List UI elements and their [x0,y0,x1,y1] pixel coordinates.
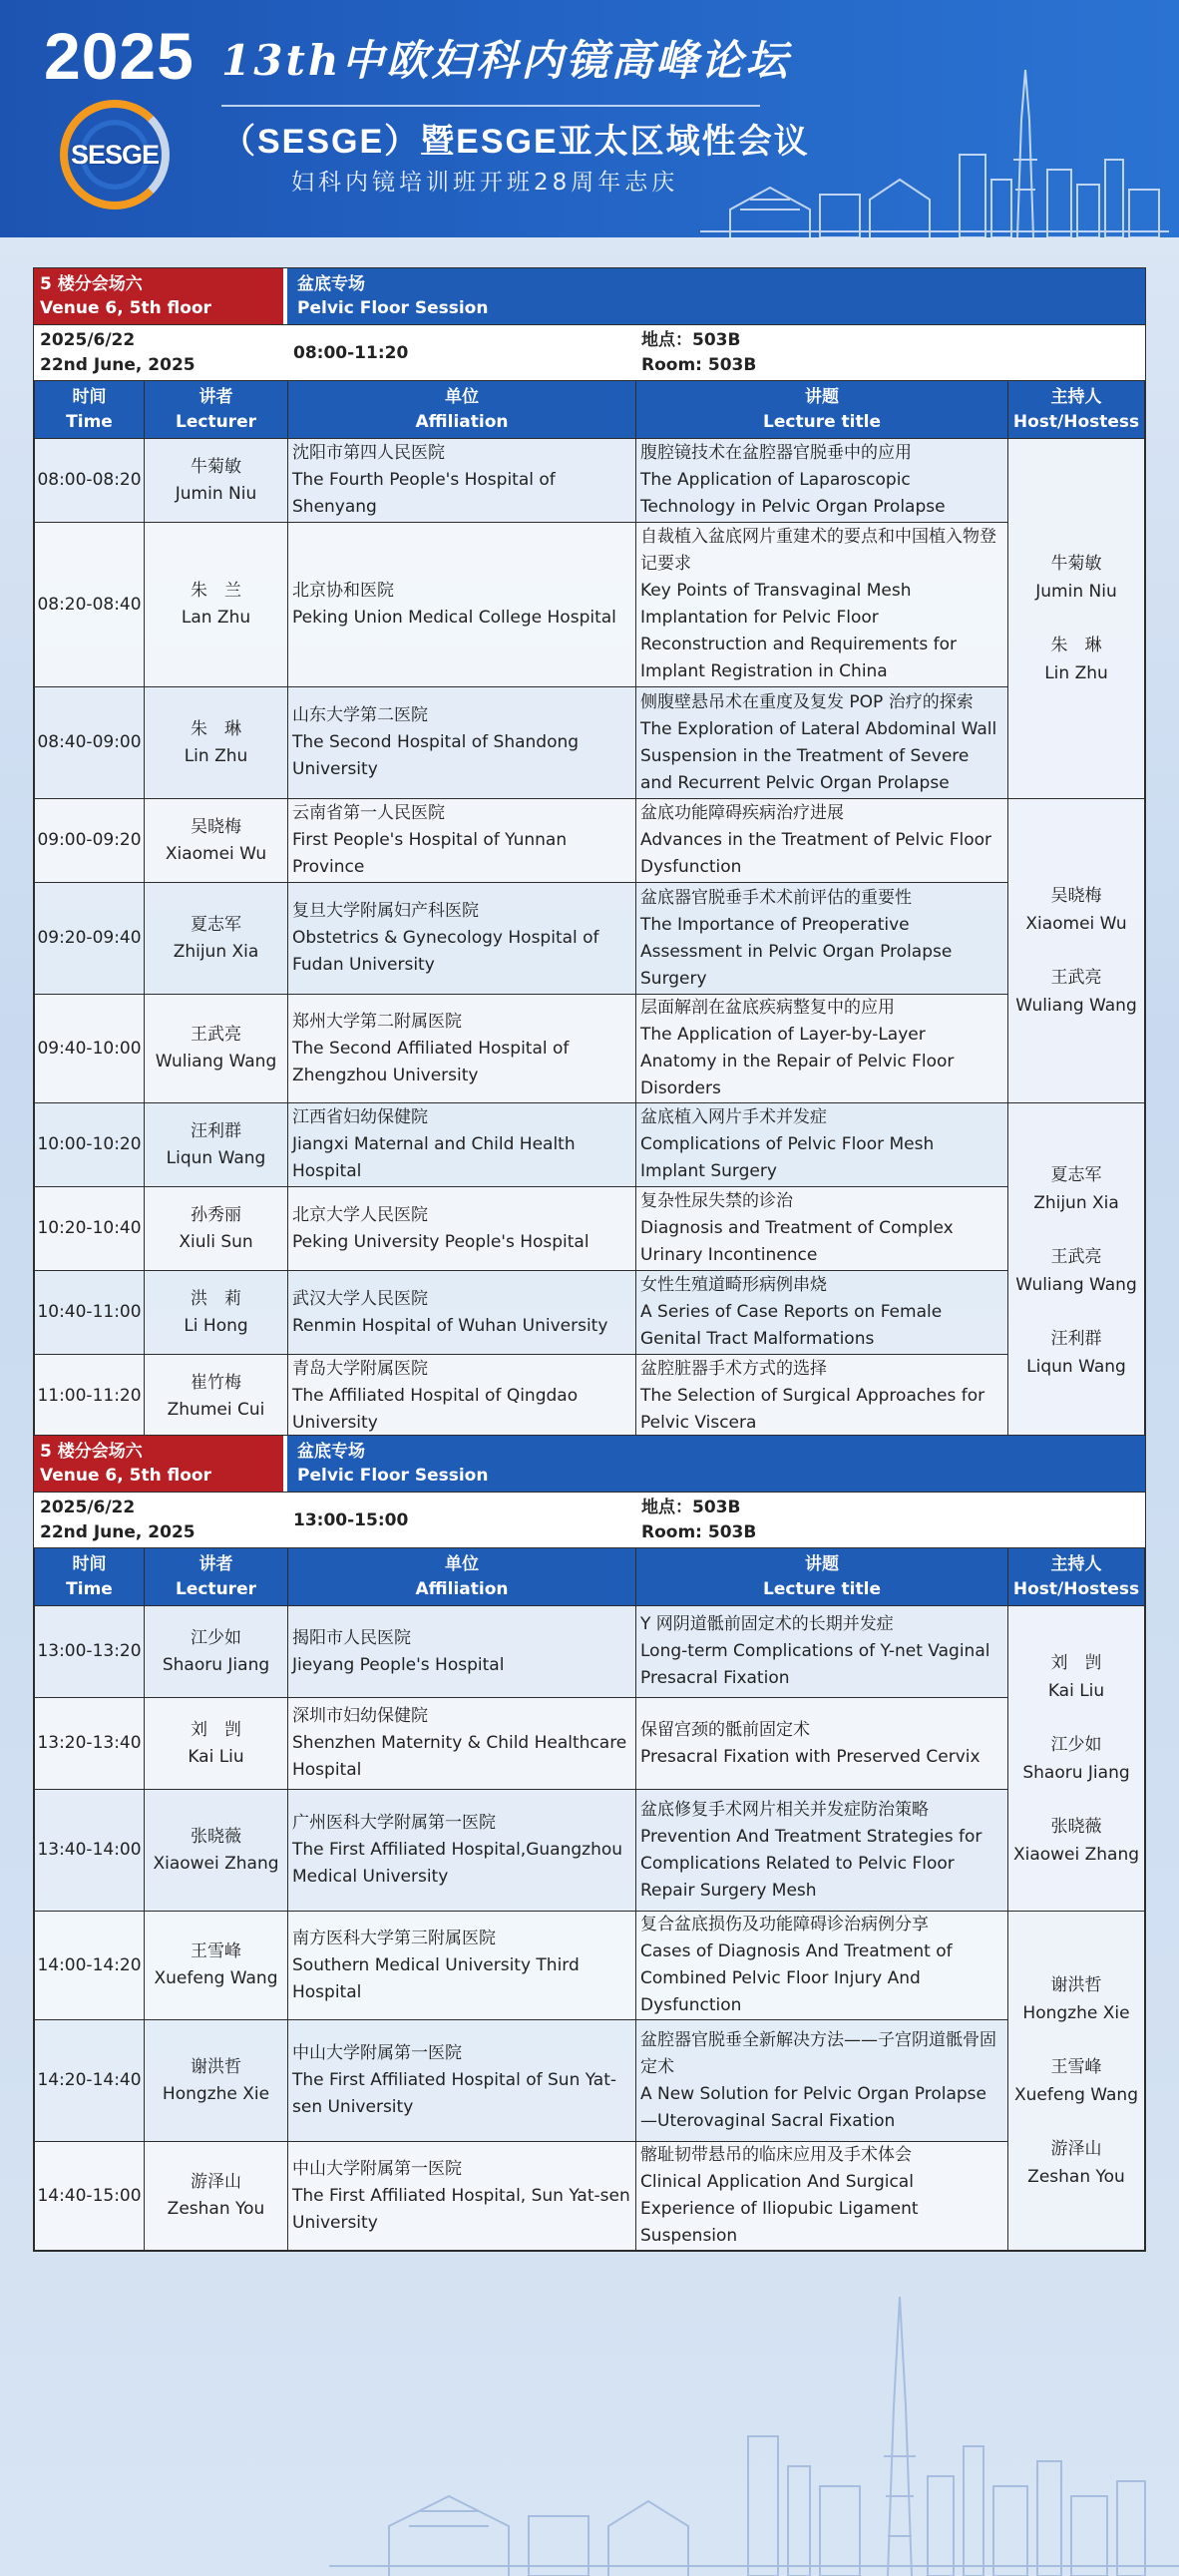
room-cn: 地点：503B [641,330,741,350]
schedule-table [34,380,1145,1439]
row-title: 侧腹壁悬吊术在重度及复发 POP 治疗的探索 The Exploration of Lateral Abdominal Wall Suspension in the Treatment of Severe and Recurrent Pelvic Organ Prolapse [636,687,1008,799]
row-time: 10:00-10:20 [35,1103,145,1187]
topic-en: Pelvic Floor Session [297,298,489,318]
venue-en: Venue 6, 5th floor [40,298,211,318]
row-lecturer: 游泽山 Zeshan You [145,2142,288,2251]
row-affiliation: 北京大学人民医院 Peking University People's Hospital [288,1187,636,1271]
row-affiliation: 广州医科大学附属第一医院 The First Affiliated Hospital,Guangzhou Medical University [288,1790,636,1912]
row-lecturer: 汪利群 Liqun Wang [145,1103,288,1187]
table-header-row [35,381,1145,439]
col-host: 主持人 Host/Hostess [1008,1548,1145,1606]
table-row [35,439,1145,523]
conference-subtitle: （SESGE）暨ESGE亚太区域性会议 [221,123,810,161]
table-row [35,995,1145,1103]
row-affiliation: 复旦大学附属妇产科医院 Obstetrics & Gynecology Hospital of Fudan University [288,883,636,995]
table-row [35,1698,1145,1790]
row-affiliation: 揭阳市人民医院 Jieyang People's Hospital [288,1606,636,1698]
row-affiliation: 深圳市妇幼保健院 Shenzhen Maternity & Child Healthcare Hospital [288,1698,636,1790]
table-row [35,1790,1145,1912]
venue-label [34,268,287,324]
row-time: 14:00-14:20 [35,1912,145,2020]
row-title: 盆腔脏器手术方式的选择 The Selection of Surgical Approaches for Pelvic Viscera [636,1355,1008,1439]
row-time: 13:00-13:20 [35,1606,145,1698]
row-affiliation: 江西省妇幼保健院 Jiangxi Maternal and Child Health Hospital [288,1103,636,1187]
row-lecturer: 谢洪哲 Hongzhe Xie [145,2020,288,2142]
session-header [34,1436,1145,1492]
session-morning [33,267,1146,1440]
date-numeric: 2025/6/22 [40,1498,136,1517]
row-title: 盆底修复手术网片相关并发症防治策略 Prevention And Treatment Strategies for Complications Related to Pelvic Floor Repair Surgery Mesh [636,1790,1008,1912]
city-skyline-footer-illustration [329,2287,1179,2576]
row-time: 09:20-09:40 [35,883,145,995]
session-room [635,325,1145,380]
row-time: 13:20-13:40 [35,1698,145,1790]
row-lecturer: 江少如 Shaoru Jiang [145,1606,288,1698]
topic-en: Pelvic Floor Session [297,1466,489,1486]
col-time: 时间 Time [35,1548,145,1606]
row-lecturer: 张晓薇 Xiaowei Zhang [145,1790,288,1912]
session-room [635,1493,1145,1547]
col-title: 讲题 Lecture title [636,1548,1008,1606]
topic-cn: 盆底专场 [297,1442,365,1462]
row-lecturer: 刘 剀 Kai Liu [145,1698,288,1790]
host-group-2: 吴晓梅 Xiaomei Wu 王武亮 Wuliang Wang [1008,799,1145,1103]
table-row [35,2142,1145,2251]
row-title: 复合盆底损伤及功能障碍诊治病例分享 Cases of Diagnosis And Treatment of Combined Pelvic Floor Injury And Dysfunction [636,1912,1008,2020]
row-lecturer: 夏志军 Zhijun Xia [145,883,288,995]
table-row [35,1271,1145,1355]
row-lecturer: 朱 琳 Lin Zhu [145,687,288,799]
row-affiliation: 中山大学附属第一医院 The First Affiliated Hospital of Sun Yat-sen University [288,2020,636,2142]
row-time: 09:00-09:20 [35,799,145,883]
row-title: 腹腔镜技术在盆腔器官脱垂中的应用 The Application of Laparoscopic Technology in Pelvic Organ Prolapse [636,439,1008,523]
session-time: 08:00-11:20 [293,342,409,363]
row-time: 14:40-15:00 [35,2142,145,2251]
page-header [0,0,1179,237]
row-lecturer: 王雪峰 Xuefeng Wang [145,1912,288,2020]
logo-text: SESGE [70,139,160,170]
row-affiliation: 郑州大学第二附属医院 The Second Affiliated Hospital of Zhengzhou University [288,995,636,1103]
row-time: 14:20-14:40 [35,2020,145,2142]
table-header-row [35,1548,1145,1606]
row-lecturer: 吴晓梅 Xiaomei Wu [145,799,288,883]
row-lecturer: 洪 莉 Li Hong [145,1271,288,1355]
table-row [35,1187,1145,1271]
table-row [35,687,1145,799]
col-lecturer: 讲者 Lecturer [145,1548,288,1606]
city-skyline-illustration [700,60,1169,237]
session-date-row [34,1492,1145,1547]
session-date-row [34,324,1145,380]
table-row [35,1912,1145,2020]
forum-title: 13th中欧妇科内镜高峰论坛 [221,36,791,85]
session-time: 13:00-15:00 [293,1509,409,1530]
venue-label [34,1436,287,1492]
row-title: 层面解剖在盆底疾病整复中的应用 The Application of Layer-by-Layer Anatomy in the Repair of Pelvic Floor Disorders [636,995,1008,1103]
row-affiliation: 中山大学附属第一医院 The First Affiliated Hospital, Sun Yat-sen University [288,2142,636,2251]
table-row [35,1355,1145,1439]
date-en: 22nd June, 2025 [40,1522,196,1542]
row-time: 13:40-14:00 [35,1790,145,1912]
col-affiliation: 单位 Affiliation [288,381,636,439]
row-title: 盆底功能障碍疾病治疗进展 Advances in the Treatment of Pelvic Floor Dysfunction [636,799,1008,883]
host-group-4: 刘 剀 Kai Liu 江少如 Shaoru Jiang 张晓薇 Xiaowei Zhang [1008,1606,1145,1912]
row-affiliation: 北京协和医院 Peking Union Medical College Hospital [288,523,636,687]
schedule-table [34,1547,1145,2251]
host-group-1: 牛菊敏 Jumin Niu 朱 琳 Lin Zhu [1008,439,1145,799]
row-affiliation: 青岛大学附属医院 The Affiliated Hospital of Qingdao University [288,1355,636,1439]
row-time: 09:40-10:00 [35,995,145,1103]
row-lecturer: 孙秀丽 Xiuli Sun [145,1187,288,1271]
table-row [35,1103,1145,1187]
row-affiliation: 山东大学第二医院 The Second Hospital of Shandong University [288,687,636,799]
row-title: 自裁植入盆底网片重建术的要点和中国植入物登记要求 Key Points of Transvaginal Mesh Implantation for Pelvic Floor Reconstruction and Requirements for Implant Registration in China [636,523,1008,687]
host-group-3: 夏志军 Zhijun Xia 王武亮 Wuliang Wang 汪利群 Liqun Wang [1008,1103,1145,1439]
table-row [35,799,1145,883]
session-afternoon [33,1435,1146,2252]
row-title: 复杂性尿失禁的诊治 Diagnosis and Treatment of Complex Urinary Incontinence [636,1187,1008,1271]
row-title: 女性生殖道畸形病例串烧 A Series of Case Reports on Female Genital Tract Malformations [636,1271,1008,1355]
room-cn: 地点：503B [641,1498,741,1517]
date-numeric: 2025/6/22 [40,330,136,350]
table-row [35,523,1145,687]
row-affiliation: 沈阳市第四人民医院 The Fourth People's Hospital of Shenyang [288,439,636,523]
row-affiliation: 南方医科大学第三附属医院 Southern Medical University Third Hospital [288,1912,636,2020]
row-time: 08:20-08:40 [35,523,145,687]
col-host: 主持人 Host/Hostess [1008,381,1145,439]
table-row [35,1606,1145,1698]
row-title: 髂耻韧带悬吊的临床应用及手术体会 Clinical Application And Surgical Experience of Iliopubic Ligament Suspension [636,2142,1008,2251]
row-time: 11:00-11:20 [35,1355,145,1439]
col-title: 讲题 Lecture title [636,381,1008,439]
row-time: 08:00-08:20 [35,439,145,523]
row-time: 10:40-11:00 [35,1271,145,1355]
row-title: 盆腔器官脱垂全新解决方法——子宫阴道骶骨固定术 A New Solution for Pelvic Organ Prolapse —Uterovaginal Sacral Fixation [636,2020,1008,2142]
table-row [35,883,1145,995]
session-header [34,268,1145,324]
topic-cn: 盆底专场 [297,274,365,294]
training-anniversary-line: 妇科内镜培训班开班28周年志庆 [291,170,679,196]
col-affiliation: 单位 Affiliation [288,1548,636,1606]
date-en: 22nd June, 2025 [40,355,196,375]
topic-label [287,268,1145,324]
col-time: 时间 Time [35,381,145,439]
row-lecturer: 朱 兰 Lan Zhu [145,523,288,687]
header-divider [221,105,760,107]
row-affiliation: 武汉大学人民医院 Renmin Hospital of Wuhan University [288,1271,636,1355]
row-title: 保留宫颈的骶前固定术 Presacral Fixation with Preserved Cervix [636,1698,1008,1790]
sesge-logo [60,100,170,210]
row-lecturer: 牛菊敏 Jumin Niu [145,439,288,523]
row-time: 08:40-09:00 [35,687,145,799]
event-year: 2025 [44,19,195,93]
venue-cn: 5 楼分会场六 [40,1442,143,1462]
row-affiliation: 云南省第一人民医院 First People's Hospital of Yunnan Province [288,799,636,883]
row-lecturer: 王武亮 Wuliang Wang [145,995,288,1103]
venue-en: Venue 6, 5th floor [40,1466,211,1486]
host-group-5: 谢洪哲 Hongzhe Xie 王雪峰 Xuefeng Wang 游泽山 Zeshan You [1008,1912,1145,2251]
room-en: Room: 503B [641,1522,757,1542]
venue-cn: 5 楼分会场六 [40,274,143,294]
row-title: Y 网阴道骶前固定术的长期并发症 Long-term Complications of Y-net Vaginal Presacral Fixation [636,1606,1008,1698]
table-row [35,2020,1145,2142]
row-lecturer: 崔竹梅 Zhumei Cui [145,1355,288,1439]
row-time: 10:20-10:40 [35,1187,145,1271]
session-date [34,1493,287,1547]
topic-label [287,1436,1145,1492]
session-date [34,325,287,380]
room-en: Room: 503B [641,355,757,375]
row-title: 盆底器官脱垂手术术前评估的重要性 The Importance of Preoperative Assessment in Pelvic Organ Prolapse Surgery [636,883,1008,995]
row-title: 盆底植入网片手术并发症 Complications of Pelvic Floor Mesh Implant Surgery [636,1103,1008,1187]
col-lecturer: 讲者 Lecturer [145,381,288,439]
